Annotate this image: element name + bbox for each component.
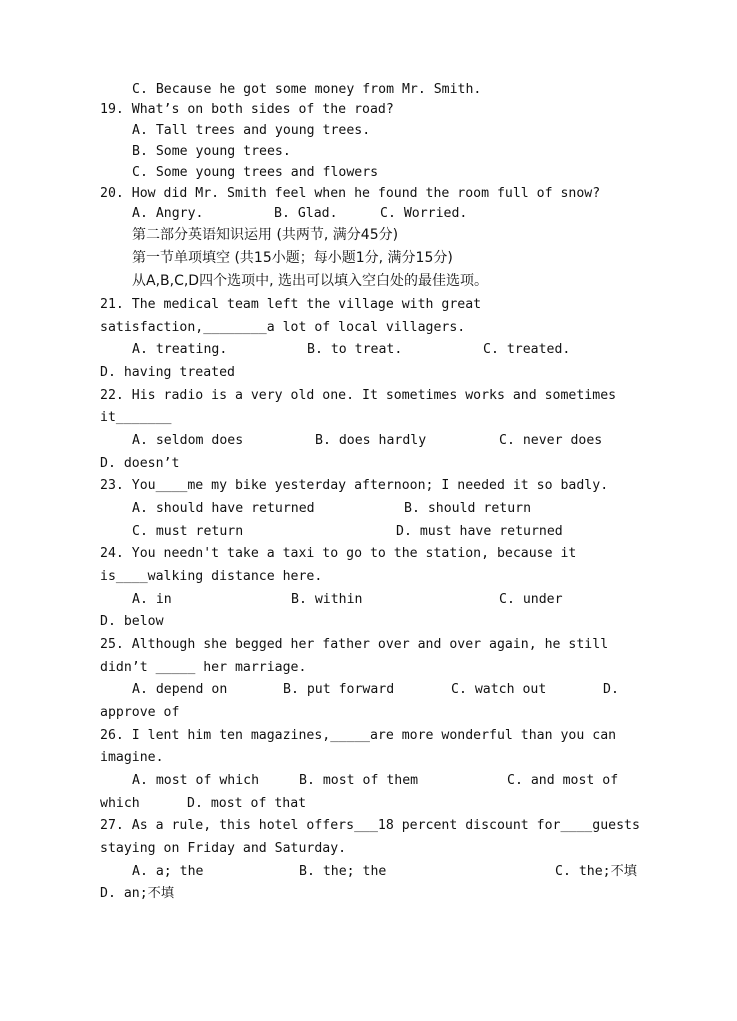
q25-option-d-text: approve of bbox=[100, 705, 180, 720]
q24-question-line1: 24. You needn't take a taxi to go to the station, because it bbox=[100, 546, 577, 561]
q20-option-a: A. Angry. bbox=[132, 206, 204, 221]
q21-question-line1: 21. The medical team left the village with great bbox=[100, 297, 482, 312]
q23-question: 23. You____me my bike yesterday afternoon; I needed it so badly. bbox=[100, 478, 609, 493]
q26-option-c: C. and most of bbox=[507, 773, 619, 788]
q25-question-line2: didn’t _____ her marriage. bbox=[100, 660, 307, 675]
q20-question: 20. How did Mr. Smith feel when he found the room full of snow? bbox=[100, 186, 601, 201]
q26-option-c-cont: which bbox=[100, 796, 140, 811]
q26-question-line2: imagine. bbox=[100, 750, 164, 765]
q20-option-b: B. Glad. bbox=[274, 206, 338, 221]
q27-option-c: C. the;不填 bbox=[555, 864, 637, 879]
q19-option-b: B. Some young trees. bbox=[132, 144, 291, 159]
q22-option-d: D. doesn’t bbox=[100, 456, 180, 471]
q18-option-c: C. Because he got some money from Mr. Smith. bbox=[132, 82, 482, 97]
q25-option-b: B. put forward bbox=[283, 682, 395, 697]
q21-option-a: A. treating. bbox=[132, 342, 228, 357]
section-one-heading: 第一节单项填空 (共15小题；每小题1分, 满分15分) bbox=[132, 250, 453, 266]
q24-option-a: A. in bbox=[132, 592, 172, 607]
q19-option-a: A. Tall trees and young trees. bbox=[132, 123, 371, 138]
q21-option-b: B. to treat. bbox=[307, 342, 403, 357]
q22-question-line1: 22. His radio is a very old one. It sometimes works and sometimes bbox=[100, 388, 617, 403]
q27-option-a: A. a; the bbox=[132, 864, 204, 879]
q22-option-a: A. seldom does bbox=[132, 433, 244, 448]
q23-option-a: A. should have returned bbox=[132, 501, 315, 516]
q27-question-line2: staying on Friday and Saturday. bbox=[100, 841, 347, 856]
q22-option-b: B. does hardly bbox=[315, 433, 427, 448]
q27-option-d: D. an;不填 bbox=[100, 886, 175, 901]
q25-option-d-letter: D. bbox=[603, 682, 619, 697]
part-two-heading: 第二部分英语知识运用 (共两节, 满分45分) bbox=[132, 227, 399, 243]
q26-option-a: A. most of which bbox=[132, 773, 260, 788]
q22-question-line2: it_______ bbox=[100, 410, 172, 425]
q23-option-c: C. must return bbox=[132, 524, 244, 539]
q21-option-c: C. treated. bbox=[483, 342, 571, 357]
q24-option-d: D. below bbox=[100, 614, 164, 629]
q25-option-a: A. depend on bbox=[132, 682, 228, 697]
q25-option-c: C. watch out bbox=[451, 682, 547, 697]
q19-question: 19. What’s on both sides of the road? bbox=[100, 102, 394, 117]
q26-option-b: B. most of them bbox=[299, 773, 419, 788]
q27-option-b: B. the; the bbox=[299, 864, 387, 879]
section-instructions: 从A,B,C,D四个选项中, 选出可以填入空白处的最佳选项。 bbox=[132, 273, 488, 289]
q24-option-c: C. under bbox=[499, 592, 563, 607]
q25-question-line1: 25. Although she begged her father over and over again, he still bbox=[100, 637, 609, 652]
q23-option-d: D. must have returned bbox=[396, 524, 563, 539]
q20-option-c: C. Worried. bbox=[380, 206, 468, 221]
q23-option-b: B. should return bbox=[404, 501, 532, 516]
q19-option-c: C. Some young trees and flowers bbox=[132, 165, 379, 180]
q24-option-b: B. within bbox=[291, 592, 363, 607]
q21-option-d: D. having treated bbox=[100, 365, 235, 380]
q27-question-line1: 27. As a rule, this hotel offers___18 percent discount for____guests bbox=[100, 818, 640, 833]
q26-question-line1: 26. I lent him ten magazines,_____are more wonderful than you can bbox=[100, 728, 617, 743]
q22-option-c: C. never does bbox=[499, 433, 603, 448]
q21-question-line2: satisfaction,________a lot of local villagers. bbox=[100, 320, 466, 335]
q24-question-line2: is____walking distance here. bbox=[100, 569, 323, 584]
q26-option-d: D. most of that bbox=[187, 796, 307, 811]
